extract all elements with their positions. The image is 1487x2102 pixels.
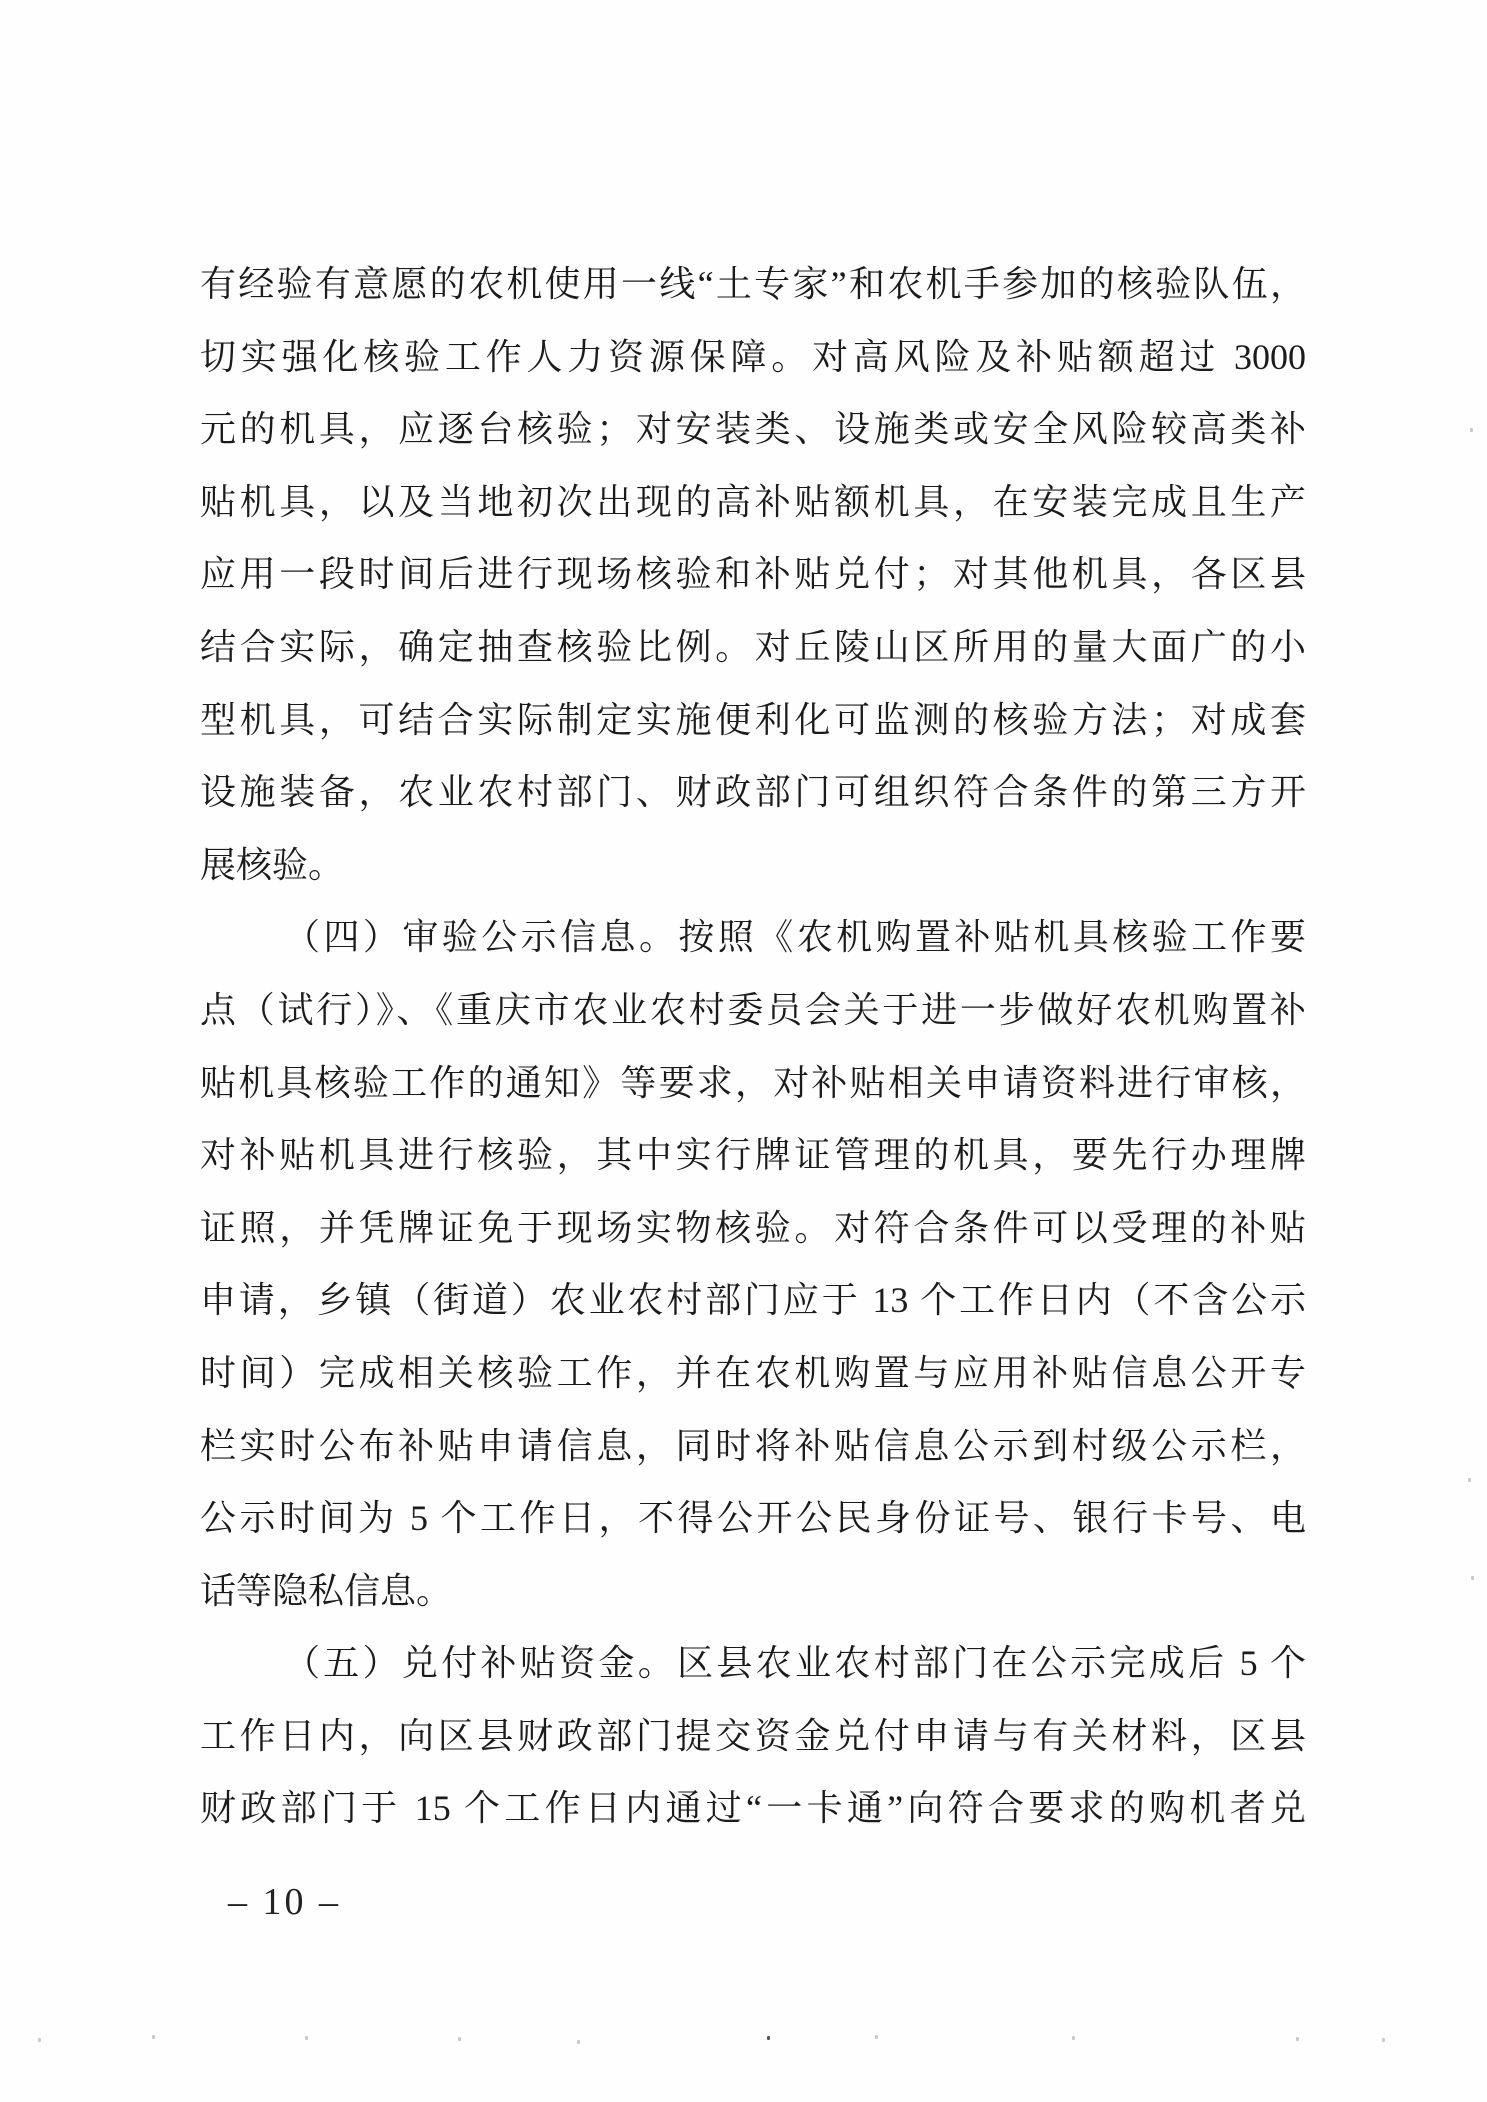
document-text-block — [200, 248, 1306, 1845]
scan-speck — [1470, 428, 1473, 432]
text-line: 工作日内，向区县财政部门提交资金兑付申请与有关材料，区县 — [200, 1715, 1306, 1756]
scan-speck — [1468, 1478, 1471, 1482]
scan-speck — [1471, 1576, 1474, 1580]
scan-speck — [1072, 2036, 1075, 2040]
text-line: 有经验有意愿的农机使用一线“土专家”和农机手参加的核验队伍， — [200, 264, 1306, 304]
text-line: 应用一段时间后进行现场核验和补贴兑付；对其他机具，各区县 — [200, 554, 1306, 595]
text-line: 财政部门于 15 个工作日内通过“一卡通”向符合要求的购机者兑 — [200, 1788, 1306, 1829]
text-line: 申请，乡镇（街道）农业农村部门应于 13 个工作日内（不含公示 — [200, 1280, 1306, 1321]
text-line: 公示时间为 5 个工作日，不得公开公民身份证号、银行卡号、电 — [200, 1498, 1306, 1539]
scan-speck — [38, 2038, 41, 2042]
text-line: 贴机具核验工作的通知》等要求，对补贴相关申请资料进行审核， — [200, 1062, 1306, 1103]
text-line: 栏实时公布补贴申请信息，同时将补贴信息公示到村级公示栏， — [200, 1425, 1306, 1466]
text-line: 切实强化核验工作人力资源保障。对高风险及补贴额超过 3000 — [200, 336, 1306, 377]
text-line: 话等隐私信息。 — [200, 1570, 453, 1611]
scan-speck — [458, 2037, 461, 2041]
scan-speck — [152, 2035, 155, 2039]
scan-speck — [305, 2036, 308, 2040]
scan-speck — [1296, 2037, 1299, 2041]
text-line: 型机具，可结合实际制定实施便利化可监测的核验方法；对成套 — [200, 699, 1306, 740]
page-number: – 10 – — [228, 1881, 341, 1923]
scan-speck — [875, 2035, 878, 2039]
text-line: 贴机具，以及当地初次出现的高补贴额机具，在安装完成且生产 — [200, 481, 1306, 522]
text-line: 结合实际，确定抽查核验比例。对丘陵山区所用的量大面广的小 — [200, 626, 1306, 667]
text-line: （五）兑付补贴资金。区县农业农村部门在公示完成后 5 个 — [284, 1643, 1306, 1684]
text-line: 点（试行）》、《重庆市农业农村委员会关于进一步做好农机购置补 — [200, 989, 1306, 1030]
text-line: 对补贴机具进行核验，其中实行牌证管理的机具，要先行办理牌 — [200, 1135, 1306, 1176]
text-line: 设施装备，农业农村部门、财政部门可组织符合条件的第三方开 — [200, 772, 1306, 813]
scan-speck — [767, 2036, 770, 2040]
text-line: 元的机具，应逐台核验；对安装类、设施类或安全风险较高类补 — [200, 409, 1306, 450]
text-line: （四）审验公示信息。按照《农机购置补贴机具核验工作要 — [284, 917, 1306, 958]
scan-speck — [1382, 2038, 1385, 2042]
text-line: 证照，并凭牌证免于现场实物核验。对符合条件可以受理的补贴 — [200, 1207, 1306, 1248]
text-line: 展核验。 — [200, 844, 345, 885]
text-line: 时间）完成相关核验工作，并在农机购置与应用补贴信息公开专 — [200, 1352, 1306, 1393]
scan-speck — [577, 2040, 580, 2044]
